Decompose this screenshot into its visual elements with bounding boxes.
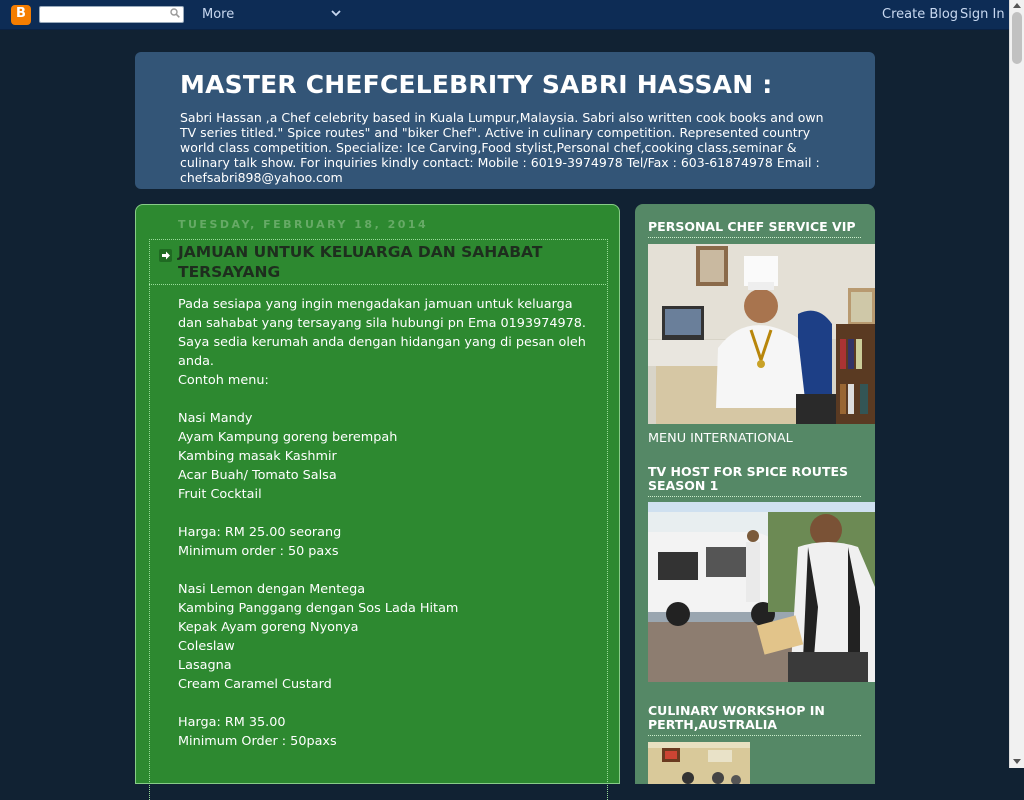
scroll-thumb[interactable] bbox=[1012, 12, 1022, 64]
post-body bbox=[178, 295, 598, 751]
post-line bbox=[178, 561, 598, 580]
post-line: Harga: RM 25.00 seorang bbox=[178, 525, 342, 540]
post-line: Lasagna bbox=[178, 658, 232, 673]
widget-title-culinary-workshop: CULINARY WORKSHOP IN PERTH,AUSTRALIA bbox=[648, 704, 861, 736]
vertical-scrollbar[interactable] bbox=[1009, 0, 1024, 768]
blog-title[interactable]: MASTER CHEFCELEBRITY SABRI HASSAN : bbox=[180, 70, 773, 99]
widget-title-personal-chef: PERSONAL CHEF SERVICE VIP bbox=[648, 220, 861, 238]
post-line: Fruit Cocktail bbox=[178, 487, 262, 502]
blog-header bbox=[135, 52, 875, 189]
post-line: Contoh menu: bbox=[178, 373, 269, 388]
widget-title-tv-host: TV HOST FOR SPICE ROUTES SEASON 1 bbox=[648, 465, 861, 497]
blogger-navbar bbox=[0, 0, 1009, 30]
post-line: Nasi Lemon dengan Mentega bbox=[178, 582, 366, 597]
post-line: Minimum Order : 50paxs bbox=[178, 734, 337, 749]
post-menu-lines bbox=[178, 371, 598, 751]
post-line: Harga: RM 35.00 bbox=[178, 715, 286, 730]
search-icon[interactable] bbox=[170, 8, 180, 18]
search-input[interactable] bbox=[39, 6, 184, 23]
post-line: Ayam Kampung goreng berempah bbox=[178, 430, 398, 445]
scroll-down-arrow-icon[interactable] bbox=[1013, 759, 1021, 764]
chevron-down-icon[interactable] bbox=[330, 7, 342, 19]
post-line bbox=[178, 694, 598, 713]
post-line: Minimum order : 50 paxs bbox=[178, 544, 339, 559]
post-date: TUESDAY, FEBRUARY 18, 2014 bbox=[178, 218, 429, 231]
blogger-logo-icon[interactable] bbox=[11, 5, 31, 25]
sign-in-link[interactable]: Sign In bbox=[960, 7, 1005, 22]
more-menu[interactable]: More bbox=[202, 7, 235, 22]
culinary-workshop-photo[interactable] bbox=[648, 742, 750, 784]
arrow-right-icon bbox=[159, 249, 172, 262]
sidebar bbox=[635, 204, 875, 784]
post-line: Coleslaw bbox=[178, 639, 235, 654]
post-line: Kepak Ayam goreng Nyonya bbox=[178, 620, 359, 635]
post-line bbox=[178, 504, 598, 523]
create-blog-link[interactable]: Create Blog bbox=[882, 7, 959, 22]
scroll-up-arrow-icon[interactable] bbox=[1013, 3, 1021, 8]
post-line: Nasi Mandy bbox=[178, 411, 253, 426]
post-line: Cream Caramel Custard bbox=[178, 677, 332, 692]
post-line: Acar Buah/ Tomato Salsa bbox=[178, 468, 337, 483]
widget-caption-menu-international[interactable]: MENU INTERNATIONAL bbox=[648, 431, 793, 446]
chef-office-photo[interactable] bbox=[648, 244, 875, 424]
tv-host-photo[interactable] bbox=[648, 502, 875, 682]
main-post-column bbox=[135, 204, 620, 784]
blog-description: Sabri Hassan ,a Chef celebrity based in Kuala Lumpur,Malaysia. Sabri also written cook books and own TV series titled." Spice routes" and "biker Chef". Active in culinary competition. Represented country world class competition. Specialize: Ice Carving,Food stylist,Personal chef,cooking class,seminar & culinary talk show. For inquiries kindly contact: Mobile : 6019-3974978 Tel/Fax : 603-61874978 Email : chefsabri898@yahoo.com bbox=[180, 110, 824, 185]
post-line: Kambing Panggang dengan Sos Lada Hitam bbox=[178, 601, 459, 616]
post-line bbox=[178, 390, 598, 409]
title-divider bbox=[149, 284, 606, 285]
post-line: Kambing masak Kashmir bbox=[178, 449, 337, 464]
post-title[interactable]: JAMUAN UNTUK KELUARGA DAN SAHABAT TERSAYANG bbox=[178, 243, 543, 281]
post-intro: Pada sesiapa yang ingin mengadakan jamuan untuk keluarga dan sahabat yang tersayang sila hubungi pn Ema 0193974978. Saya sedia kerumah anda dengan hidangan yang di pesan oleh anda. bbox=[178, 297, 586, 369]
